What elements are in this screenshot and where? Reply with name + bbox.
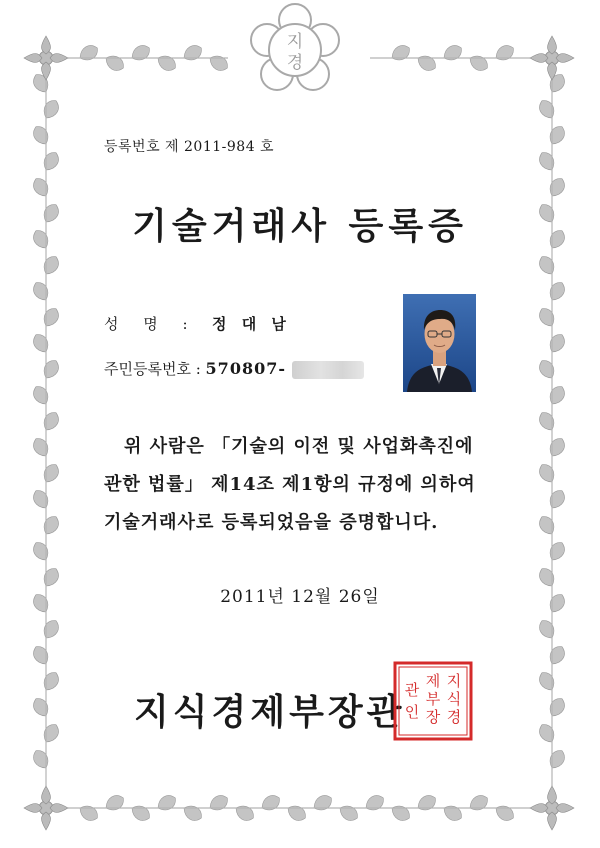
emblem-text-top: 지 bbox=[286, 32, 304, 52]
id-number-field bbox=[104, 358, 364, 379]
name-field bbox=[104, 313, 291, 334]
redacted-block bbox=[292, 361, 364, 379]
id-number-value: 570807- bbox=[205, 359, 286, 378]
statement-line-3: 기술거래사로 등록되었음을 증명합니다. bbox=[104, 512, 439, 533]
seal-char-1: 지 bbox=[446, 672, 462, 690]
seal-char-4: 제 bbox=[425, 672, 441, 690]
seal-char-2: 식 bbox=[446, 690, 462, 708]
id-number-label: 주민등록번호 : bbox=[104, 360, 201, 378]
statement-line-2: 관한 법률」 제14조 제1항의 규정에 의하여 bbox=[104, 474, 476, 495]
registration-number: 등록번호 제 2011-984 호 bbox=[104, 139, 275, 155]
name-label: 성 명 : bbox=[104, 315, 198, 333]
name-value: 정 대 남 bbox=[212, 315, 291, 333]
issuer-title: 지식경제부장관 bbox=[134, 691, 406, 733]
seal-char-7: 관 bbox=[404, 681, 420, 699]
seal-char-5: 부 bbox=[425, 690, 441, 708]
certificate-title: 기술거래사 등록증 bbox=[132, 205, 468, 247]
statement-line-1: 위 사람은 「기술의 이전 및 사업화촉진에 bbox=[124, 436, 474, 457]
issue-date: 2011년 12월 26일 bbox=[220, 587, 380, 607]
seal-char-6: 장 bbox=[425, 708, 441, 726]
portrait-photo bbox=[403, 294, 476, 392]
emblem-text-bottom: 경 bbox=[286, 53, 304, 73]
seal-char-8: 인 bbox=[404, 703, 420, 721]
official-seal bbox=[392, 660, 474, 742]
seal-char-3: 경 bbox=[446, 708, 462, 726]
certification-statement bbox=[104, 428, 524, 542]
government-emblem bbox=[247, 2, 343, 98]
